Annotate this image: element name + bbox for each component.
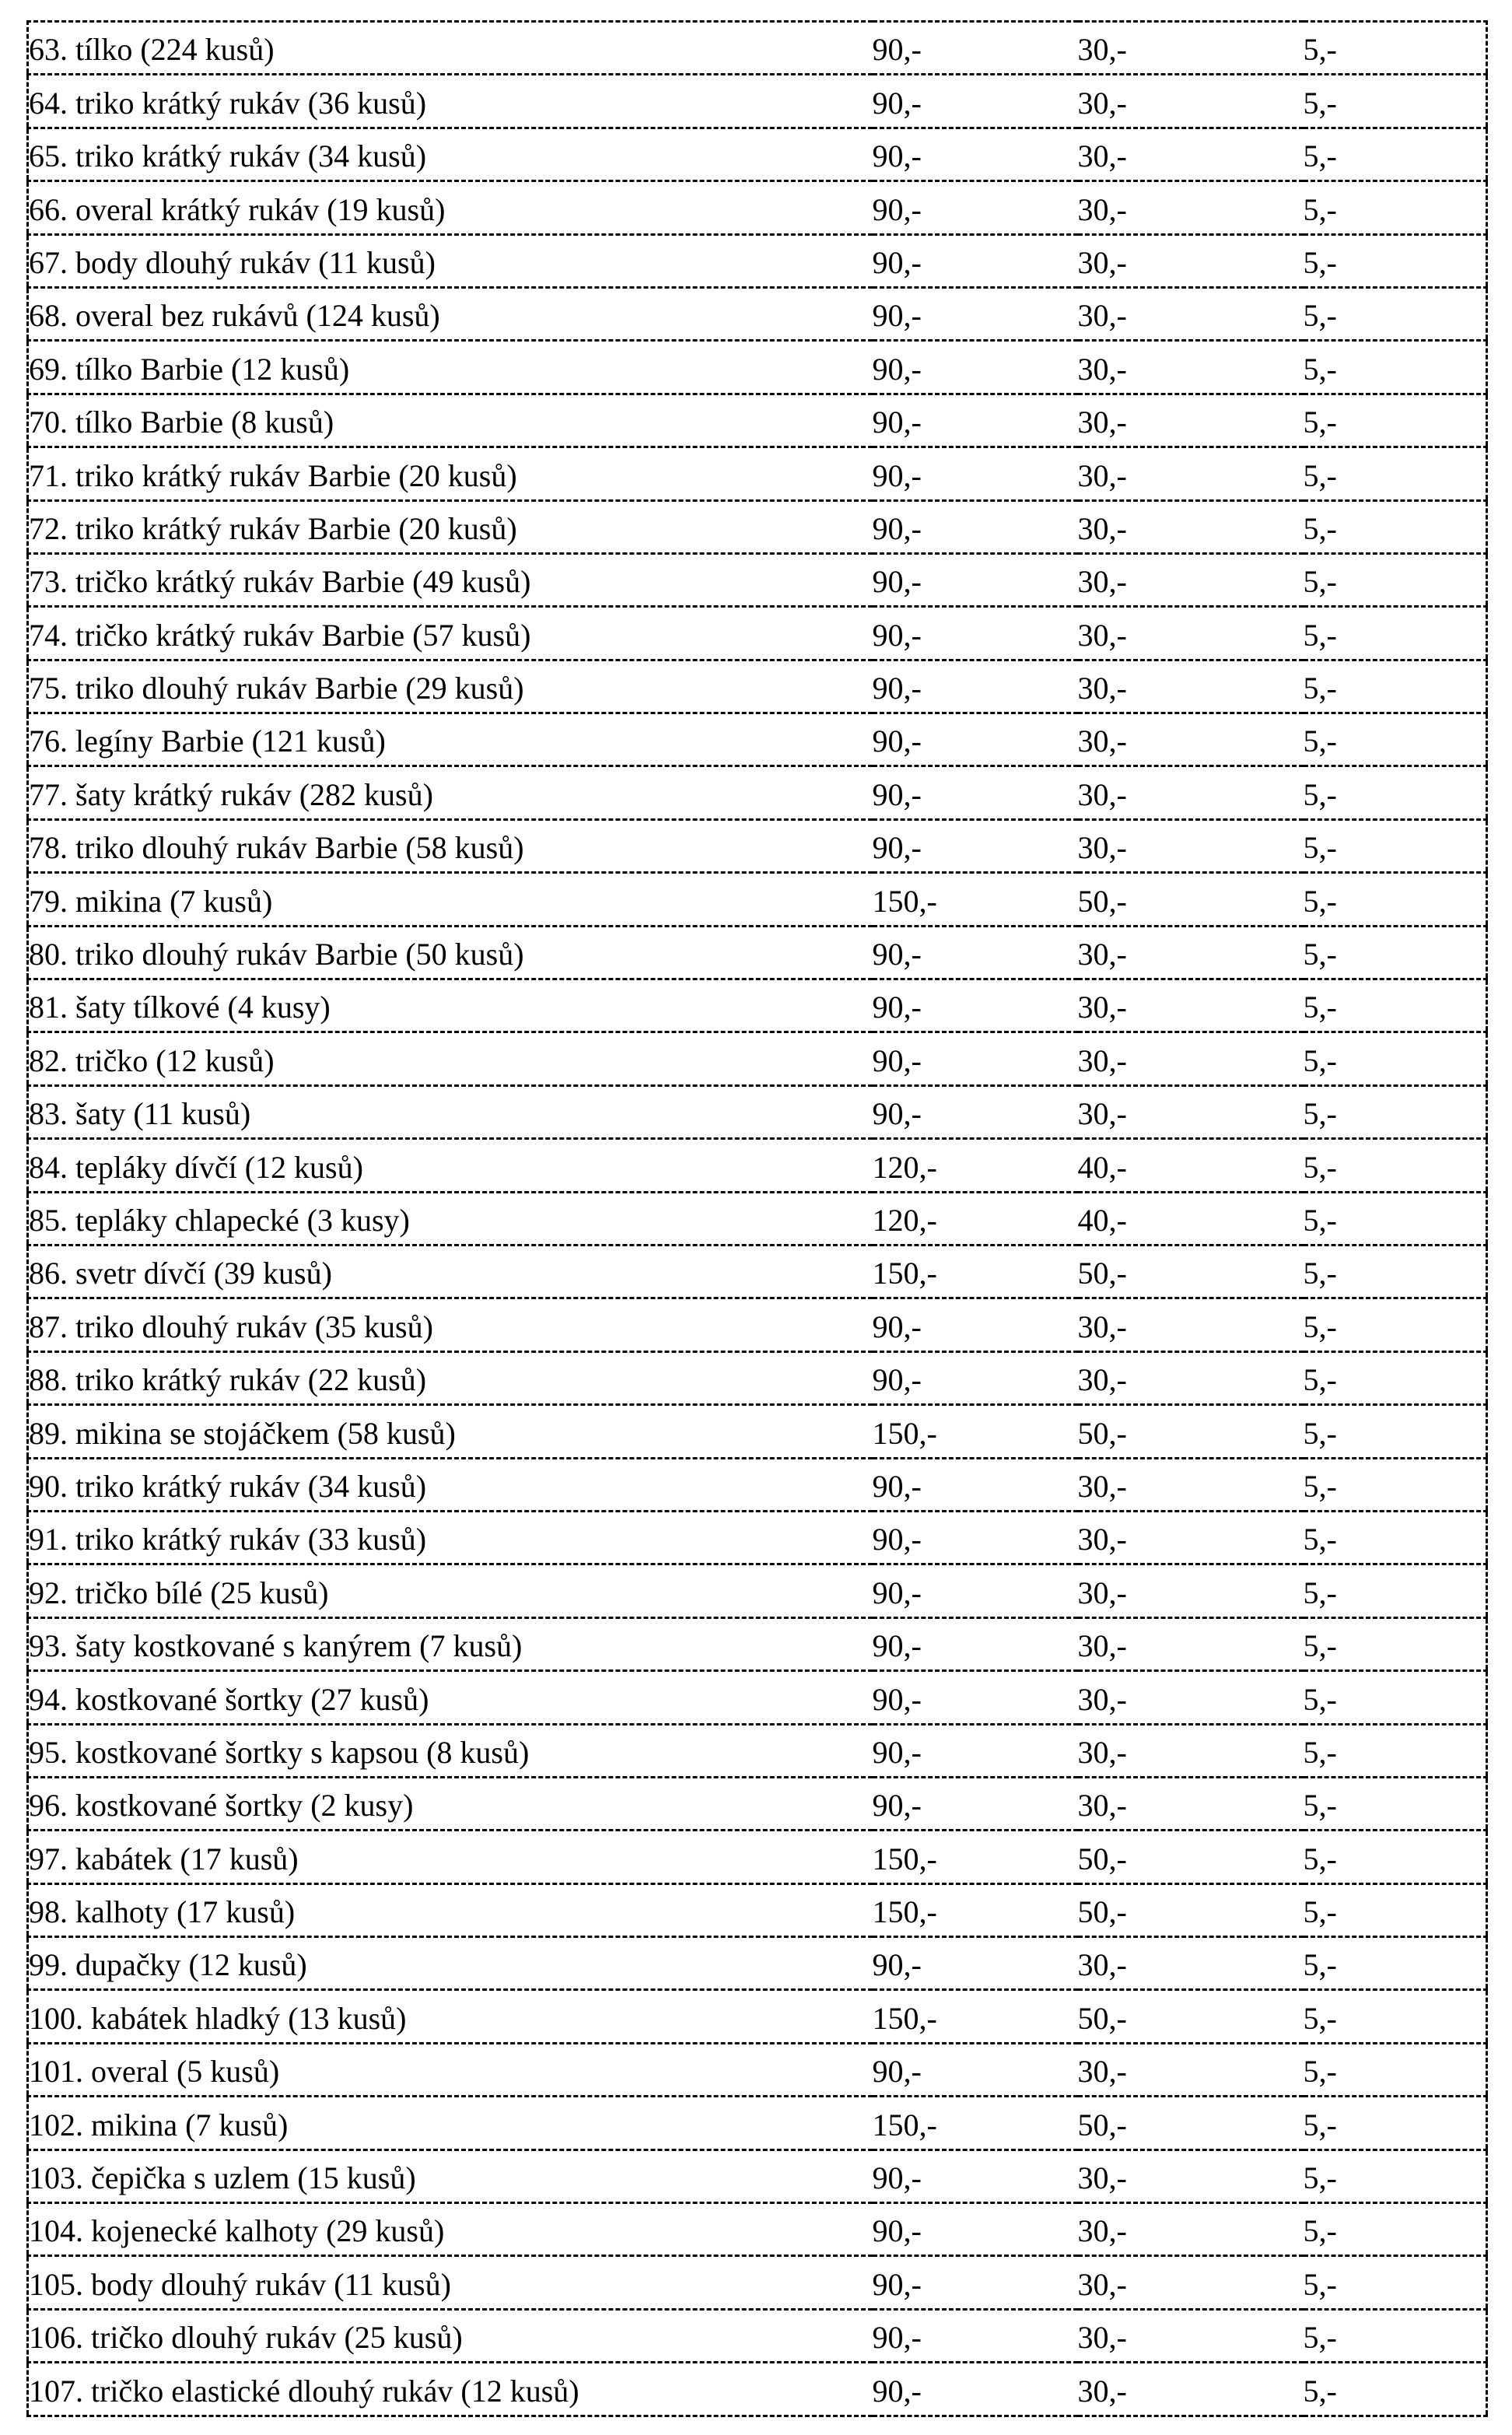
price-column-2: 30,- — [1078, 2203, 1304, 2256]
price-column-2: 30,- — [1078, 22, 1304, 75]
item-name: 104. kojenecké kalhoty (29 kusů) — [28, 2203, 873, 2256]
price-column-3: 5,- — [1304, 607, 1487, 660]
price-column-2: 30,- — [1078, 1724, 1304, 1777]
item-name: 83. šaty (11 kusů) — [28, 1085, 873, 1138]
price-column-1: 90,- — [873, 2043, 1078, 2096]
price-column-1: 120,- — [873, 1139, 1078, 1192]
item-name: 92. tričko bílé (25 kusů) — [28, 1564, 873, 1617]
price-column-3: 5,- — [1304, 1937, 1487, 1990]
table-row — [28, 1777, 1487, 1830]
table-row — [28, 1192, 1487, 1245]
price-column-3: 5,- — [1304, 341, 1487, 394]
price-column-1: 90,- — [873, 553, 1078, 606]
table-row — [28, 1671, 1487, 1724]
item-name: 66. overal krátký rukáv (19 kusů) — [28, 181, 873, 234]
table-row — [28, 819, 1487, 872]
price-column-3: 5,- — [1304, 75, 1487, 128]
price-column-1: 90,- — [873, 1671, 1078, 1724]
table-row — [28, 394, 1487, 447]
price-column-2: 30,- — [1078, 1085, 1304, 1138]
price-column-1: 90,- — [873, 607, 1078, 660]
table-row — [28, 1564, 1487, 1617]
price-column-1: 90,- — [873, 75, 1078, 128]
item-name: 94. kostkované šortky (27 kusů) — [28, 1671, 873, 1724]
item-name: 88. triko krátký rukáv (22 kusů) — [28, 1351, 873, 1404]
price-column-3: 5,- — [1304, 22, 1487, 75]
price-column-2: 50,- — [1078, 1883, 1304, 1936]
price-column-1: 90,- — [873, 766, 1078, 819]
price-column-2: 30,- — [1078, 1298, 1304, 1351]
table-row — [28, 553, 1487, 606]
item-name: 98. kalhoty (17 kusů) — [28, 1883, 873, 1936]
price-column-2: 30,- — [1078, 75, 1304, 128]
price-column-3: 5,- — [1304, 2363, 1487, 2416]
table-row — [28, 1883, 1487, 1936]
price-column-2: 50,- — [1078, 1990, 1304, 2043]
item-name: 91. triko krátký rukáv (33 kusů) — [28, 1511, 873, 1564]
price-column-3: 5,- — [1304, 1831, 1487, 1883]
table-row — [28, 2149, 1487, 2202]
price-column-2: 30,- — [1078, 287, 1304, 340]
price-column-1: 90,- — [873, 394, 1078, 447]
price-column-2: 40,- — [1078, 1192, 1304, 1245]
price-column-2: 30,- — [1078, 2363, 1304, 2416]
price-column-2: 30,- — [1078, 447, 1304, 500]
price-column-1: 90,- — [873, 1511, 1078, 1564]
price-column-1: 90,- — [873, 1564, 1078, 1617]
item-name: 68. overal bez rukávů (124 kusů) — [28, 287, 873, 340]
price-column-3: 5,- — [1304, 660, 1487, 713]
table-row — [28, 766, 1487, 819]
price-column-2: 30,- — [1078, 394, 1304, 447]
price-column-1: 90,- — [873, 1617, 1078, 1670]
price-column-1: 90,- — [873, 1777, 1078, 1830]
table-row — [28, 341, 1487, 394]
table-row — [28, 2363, 1487, 2416]
price-column-3: 5,- — [1304, 2203, 1487, 2256]
price-column-2: 30,- — [1078, 2309, 1304, 2362]
price-column-3: 5,- — [1304, 819, 1487, 872]
table-row — [28, 979, 1487, 1032]
item-name: 89. mikina se stojáčkem (58 kusů) — [28, 1405, 873, 1458]
price-column-3: 5,- — [1304, 1192, 1487, 1245]
table-row — [28, 1831, 1487, 1883]
price-column-3: 5,- — [1304, 2097, 1487, 2149]
table-row — [28, 128, 1487, 180]
price-column-2: 30,- — [1078, 660, 1304, 713]
table-row — [28, 713, 1487, 766]
price-column-3: 5,- — [1304, 926, 1487, 979]
price-column-3: 5,- — [1304, 2309, 1487, 2362]
price-column-1: 90,- — [873, 2203, 1078, 2256]
price-column-3: 5,- — [1304, 1245, 1487, 1298]
price-column-2: 30,- — [1078, 1671, 1304, 1724]
item-name: 85. tepláky chlapecké (3 kusy) — [28, 1192, 873, 1245]
price-column-1: 150,- — [873, 1405, 1078, 1458]
table-row — [28, 1617, 1487, 1670]
item-name: 69. tílko Barbie (12 kusů) — [28, 341, 873, 394]
item-name: 79. mikina (7 kusů) — [28, 873, 873, 926]
item-name: 93. šaty kostkované s kanýrem (7 kusů) — [28, 1617, 873, 1670]
price-column-2: 40,- — [1078, 1139, 1304, 1192]
item-name: 103. čepička s uzlem (15 kusů) — [28, 2149, 873, 2202]
price-column-1: 90,- — [873, 181, 1078, 234]
price-column-3: 5,- — [1304, 2256, 1487, 2309]
price-column-1: 90,- — [873, 1937, 1078, 1990]
table-row — [28, 1245, 1487, 1298]
price-list-body — [28, 22, 1487, 2416]
price-column-3: 5,- — [1304, 447, 1487, 500]
price-column-1: 90,- — [873, 2363, 1078, 2416]
item-name: 102. mikina (7 kusů) — [28, 2097, 873, 2149]
price-column-3: 5,- — [1304, 128, 1487, 180]
item-name: 96. kostkované šortky (2 kusy) — [28, 1777, 873, 1830]
price-column-3: 5,- — [1304, 553, 1487, 606]
table-row — [28, 1937, 1487, 1990]
price-column-3: 5,- — [1304, 1617, 1487, 1670]
price-column-3: 5,- — [1304, 713, 1487, 766]
price-column-3: 5,- — [1304, 1458, 1487, 1511]
item-name: 95. kostkované šortky s kapsou (8 kusů) — [28, 1724, 873, 1777]
table-row — [28, 2043, 1487, 2096]
table-row — [28, 660, 1487, 713]
price-column-2: 50,- — [1078, 2097, 1304, 2149]
price-column-3: 5,- — [1304, 234, 1487, 287]
price-column-2: 30,- — [1078, 2256, 1304, 2309]
price-column-3: 5,- — [1304, 181, 1487, 234]
item-name: 106. tričko dlouhý rukáv (25 kusů) — [28, 2309, 873, 2362]
price-column-3: 5,- — [1304, 1883, 1487, 1936]
price-column-2: 30,- — [1078, 713, 1304, 766]
price-column-1: 90,- — [873, 1724, 1078, 1777]
table-row — [28, 22, 1487, 75]
price-column-3: 5,- — [1304, 1085, 1487, 1138]
price-column-1: 150,- — [873, 1990, 1078, 2043]
price-column-3: 5,- — [1304, 979, 1487, 1032]
price-column-1: 90,- — [873, 341, 1078, 394]
price-column-2: 50,- — [1078, 1245, 1304, 1298]
item-name: 84. tepláky dívčí (12 kusů) — [28, 1139, 873, 1192]
price-column-3: 5,- — [1304, 1139, 1487, 1192]
price-column-2: 30,- — [1078, 553, 1304, 606]
price-column-1: 90,- — [873, 713, 1078, 766]
item-name: 99. dupačky (12 kusů) — [28, 1937, 873, 1990]
price-column-3: 5,- — [1304, 1990, 1487, 2043]
table-row — [28, 75, 1487, 128]
price-column-1: 90,- — [873, 2256, 1078, 2309]
price-column-1: 120,- — [873, 1192, 1078, 1245]
price-column-2: 30,- — [1078, 234, 1304, 287]
table-row — [28, 234, 1487, 287]
table-row — [28, 447, 1487, 500]
item-name: 81. šaty tílkové (4 kusy) — [28, 979, 873, 1032]
item-name: 107. tričko elastické dlouhý rukáv (12 kusů) — [28, 2363, 873, 2416]
price-list-table — [26, 20, 1488, 2417]
price-column-1: 90,- — [873, 2309, 1078, 2362]
price-column-2: 30,- — [1078, 1351, 1304, 1404]
price-column-3: 5,- — [1304, 873, 1487, 926]
item-name: 100. kabátek hladký (13 kusů) — [28, 1990, 873, 2043]
price-column-3: 5,- — [1304, 1405, 1487, 1458]
item-name: 63. tílko (224 kusů) — [28, 22, 873, 75]
item-name: 65. triko krátký rukáv (34 kusů) — [28, 128, 873, 180]
price-column-1: 90,- — [873, 128, 1078, 180]
item-name: 70. tílko Barbie (8 kusů) — [28, 394, 873, 447]
table-row — [28, 2203, 1487, 2256]
price-column-2: 30,- — [1078, 2149, 1304, 2202]
item-name: 90. triko krátký rukáv (34 kusů) — [28, 1458, 873, 1511]
table-row — [28, 1032, 1487, 1085]
price-column-1: 150,- — [873, 1831, 1078, 1883]
price-column-3: 5,- — [1304, 1564, 1487, 1617]
price-column-1: 90,- — [873, 1085, 1078, 1138]
price-column-2: 30,- — [1078, 1937, 1304, 1990]
price-column-2: 30,- — [1078, 766, 1304, 819]
table-row — [28, 607, 1487, 660]
price-column-3: 5,- — [1304, 1351, 1487, 1404]
price-column-2: 30,- — [1078, 819, 1304, 872]
price-column-2: 30,- — [1078, 926, 1304, 979]
price-column-1: 90,- — [873, 234, 1078, 287]
table-row — [28, 1139, 1487, 1192]
price-column-1: 90,- — [873, 819, 1078, 872]
price-column-2: 30,- — [1078, 1511, 1304, 1564]
item-name: 78. triko dlouhý rukáv Barbie (58 kusů) — [28, 819, 873, 872]
price-column-1: 90,- — [873, 979, 1078, 1032]
table-row — [28, 287, 1487, 340]
price-column-3: 5,- — [1304, 500, 1487, 553]
price-column-2: 50,- — [1078, 1405, 1304, 1458]
price-column-1: 90,- — [873, 22, 1078, 75]
table-row — [28, 926, 1487, 979]
table-row — [28, 2256, 1487, 2309]
price-column-3: 5,- — [1304, 1777, 1487, 1830]
price-column-1: 90,- — [873, 926, 1078, 979]
price-list-page — [26, 20, 1486, 2417]
price-column-2: 30,- — [1078, 341, 1304, 394]
price-column-2: 30,- — [1078, 1032, 1304, 1085]
price-column-3: 5,- — [1304, 287, 1487, 340]
price-column-2: 30,- — [1078, 1564, 1304, 1617]
table-row — [28, 181, 1487, 234]
price-column-2: 30,- — [1078, 2043, 1304, 2096]
item-name: 77. šaty krátký rukáv (282 kusů) — [28, 766, 873, 819]
price-column-1: 90,- — [873, 287, 1078, 340]
price-column-1: 90,- — [873, 1298, 1078, 1351]
price-column-1: 150,- — [873, 1883, 1078, 1936]
table-row — [28, 1405, 1487, 1458]
price-column-2: 30,- — [1078, 1458, 1304, 1511]
price-column-2: 30,- — [1078, 607, 1304, 660]
item-name: 87. triko dlouhý rukáv (35 kusů) — [28, 1298, 873, 1351]
price-column-1: 90,- — [873, 447, 1078, 500]
price-column-2: 30,- — [1078, 979, 1304, 1032]
price-column-3: 5,- — [1304, 2043, 1487, 2096]
item-name: 86. svetr dívčí (39 kusů) — [28, 1245, 873, 1298]
price-column-1: 150,- — [873, 873, 1078, 926]
price-column-1: 150,- — [873, 2097, 1078, 2149]
item-name: 76. legíny Barbie (121 kusů) — [28, 713, 873, 766]
table-row — [28, 1724, 1487, 1777]
item-name: 64. triko krátký rukáv (36 kusů) — [28, 75, 873, 128]
item-name: 75. triko dlouhý rukáv Barbie (29 kusů) — [28, 660, 873, 713]
table-row — [28, 1351, 1487, 1404]
item-name: 82. tričko (12 kusů) — [28, 1032, 873, 1085]
table-row — [28, 500, 1487, 553]
price-column-1: 90,- — [873, 1032, 1078, 1085]
price-column-3: 5,- — [1304, 1511, 1487, 1564]
price-column-1: 90,- — [873, 1351, 1078, 1404]
price-column-2: 50,- — [1078, 873, 1304, 926]
item-name: 101. overal (5 kusů) — [28, 2043, 873, 2096]
price-column-2: 30,- — [1078, 128, 1304, 180]
table-row — [28, 1085, 1487, 1138]
table-row — [28, 873, 1487, 926]
price-column-2: 30,- — [1078, 500, 1304, 553]
price-column-1: 90,- — [873, 2149, 1078, 2202]
item-name: 105. body dlouhý rukáv (11 kusů) — [28, 2256, 873, 2309]
price-column-3: 5,- — [1304, 2149, 1487, 2202]
price-column-2: 50,- — [1078, 1831, 1304, 1883]
table-row — [28, 1990, 1487, 2043]
table-row — [28, 2097, 1487, 2149]
price-column-2: 30,- — [1078, 1617, 1304, 1670]
table-row — [28, 2309, 1487, 2362]
item-name: 80. triko dlouhý rukáv Barbie (50 kusů) — [28, 926, 873, 979]
price-column-3: 5,- — [1304, 1671, 1487, 1724]
table-row — [28, 1458, 1487, 1511]
price-column-1: 150,- — [873, 1245, 1078, 1298]
item-name: 72. triko krátký rukáv Barbie (20 kusů) — [28, 500, 873, 553]
price-column-2: 30,- — [1078, 1777, 1304, 1830]
price-column-1: 90,- — [873, 500, 1078, 553]
table-row — [28, 1511, 1487, 1564]
price-column-3: 5,- — [1304, 1032, 1487, 1085]
item-name: 74. tričko krátký rukáv Barbie (57 kusů) — [28, 607, 873, 660]
price-column-3: 5,- — [1304, 1298, 1487, 1351]
price-column-2: 30,- — [1078, 181, 1304, 234]
item-name: 97. kabátek (17 kusů) — [28, 1831, 873, 1883]
price-column-3: 5,- — [1304, 394, 1487, 447]
price-column-3: 5,- — [1304, 1724, 1487, 1777]
item-name: 71. triko krátký rukáv Barbie (20 kusů) — [28, 447, 873, 500]
table-row — [28, 1298, 1487, 1351]
price-column-1: 90,- — [873, 660, 1078, 713]
price-column-1: 90,- — [873, 1458, 1078, 1511]
item-name: 73. tričko krátký rukáv Barbie (49 kusů) — [28, 553, 873, 606]
price-column-3: 5,- — [1304, 766, 1487, 819]
item-name: 67. body dlouhý rukáv (11 kusů) — [28, 234, 873, 287]
